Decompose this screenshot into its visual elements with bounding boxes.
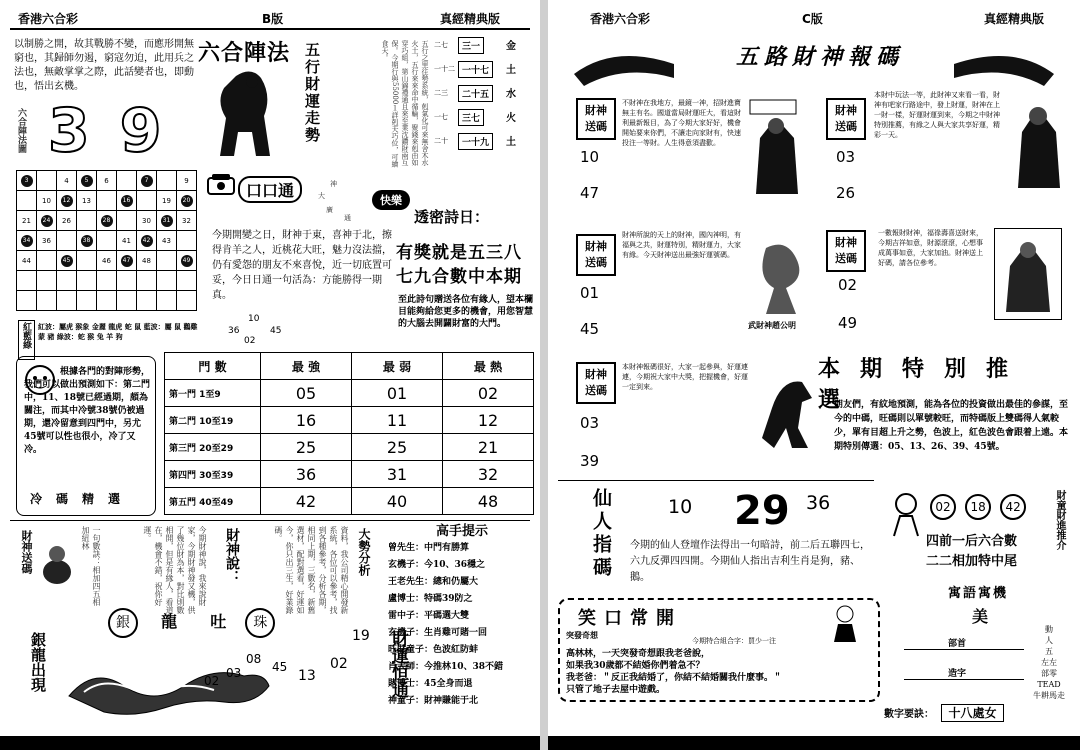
weak-cell: 40 (352, 488, 443, 515)
grid-ball: 5 (81, 175, 93, 187)
wuxing-num: 二十五 (458, 85, 493, 102)
grid-cell (157, 231, 177, 251)
wuxing-elem: 火 (506, 113, 516, 124)
fortune-side (1026, 624, 1072, 701)
grid-label: 9 (184, 176, 189, 185)
intro-text: 以制勝之開，故其戰勝不變，而應形開無窮也，其歸師勿遏，窮寇勿迫，此用兵之法也，無敵掌掌之際，此話變者也，即動也，悟出玄機。 (14, 39, 194, 92)
fortune-side-item: TEAD (1037, 680, 1061, 689)
grid-ball: 45 (61, 255, 73, 267)
laugh-line: 只管了地子去屋中遊戲。 (566, 685, 666, 695)
tip-item: 旺財童子：色波紅防蚌 (388, 645, 479, 655)
analysis-title: 大勢分析 (357, 528, 371, 576)
yinlong-num-3: 08 (246, 652, 262, 666)
songma-label-4: 財神送碼 (826, 230, 866, 272)
grid-cell (177, 211, 197, 231)
yinlong-num-5: 13 (298, 668, 316, 684)
weak-cell: 11 (352, 407, 443, 434)
header-center: C版 (802, 12, 823, 26)
header-center: B版 (262, 12, 284, 26)
poem-num-2: 36 (228, 326, 240, 336)
caishen-say-text: 今期財神說，我來說財家，今期財神發又機，供了幾位財為本，對比則數相開，但是有緣人，看道在，機會不錯，祝你好運。 (143, 526, 207, 614)
table-header: 門 數 (165, 353, 261, 380)
grid-label: 43 (162, 236, 171, 245)
grid-cell (177, 291, 197, 311)
grid-ball: 49 (181, 255, 193, 267)
strong-cell: 16 (261, 407, 352, 434)
circle-num-2: 18 (965, 494, 991, 520)
gate-cell: 第三門 20至29 (165, 434, 261, 461)
yinlong-title (108, 608, 279, 638)
grid-cell (37, 271, 57, 291)
caitong-side: 財童財進推介 (1054, 490, 1065, 550)
grid-cell (37, 211, 57, 231)
block4-num2: 49 (838, 314, 858, 332)
grid-cell (97, 251, 117, 271)
grid-label: 6 (104, 176, 109, 185)
block5-num2: 39 (580, 452, 600, 470)
hot-cell: 02 (443, 380, 534, 407)
koukou-sub2: 大 (318, 192, 325, 200)
poem-note: 至此詩句贈送各位有緣人，望本欄目能夠給您更多的機會，用您智慧的大腦去開闢財富的大門。 (398, 295, 534, 329)
hot-cell: 21 (443, 434, 534, 461)
block4-num1: 02 (838, 276, 858, 294)
page-c (548, 0, 1080, 750)
songma-label-2: 財神送碼 (826, 98, 866, 140)
tip-item: 曾先生：中門有勝算 (388, 543, 470, 553)
yinlong-num-1: 02 (204, 674, 220, 688)
cold-title: 冷碼精選 (30, 492, 135, 506)
table-header: 最 強 (261, 353, 352, 380)
yinlong-char-4: 珠 (245, 608, 275, 638)
fortune-label-2: 造字 (904, 666, 1024, 680)
grid-cell (57, 171, 77, 191)
grid-cell (137, 191, 157, 211)
header-rule (10, 28, 530, 30)
yinlong-char-1: 銀 (108, 608, 138, 638)
weak-cell: 25 (352, 434, 443, 461)
grid-cell (77, 231, 97, 251)
grid-label: 4 (64, 176, 69, 185)
grid-cell (157, 171, 177, 191)
wuxing-row (434, 34, 534, 58)
caishen-figure-3 (746, 238, 816, 318)
wuxing-row (434, 130, 534, 154)
fortune-side-item: 人 (1045, 636, 1053, 645)
block2-num1: 03 (836, 148, 856, 166)
big-digits: 39 (48, 96, 192, 166)
grid-cell (97, 231, 117, 251)
wuxing-num: 一十七 (458, 61, 493, 78)
grid-ball: 24 (41, 215, 53, 227)
table-row (165, 407, 534, 434)
figure-caption: 武財神趙公明 (748, 320, 796, 330)
hot-cell: 32 (443, 461, 534, 488)
grid-cell (177, 191, 197, 211)
red-blue-green-label: 紅藍綠 (18, 320, 35, 360)
grid-cell (137, 211, 157, 231)
header-right: 真經精典版 (984, 12, 1045, 26)
songma-label-1: 財神送碼 (576, 98, 616, 140)
phone-icon (206, 172, 236, 200)
grid-cell (177, 171, 197, 191)
divider (558, 480, 874, 481)
grid-cell (177, 251, 197, 271)
laugh-line: 我老爸：＂反正我結婚了，你結不結婚關我什麼事。＂ (566, 673, 783, 683)
cold-text: 根據各門的對陣形勢，我們可以做出預測如下：第二門中，11、18號已經過期，頗為關注，而其中冷號38號仍被過期，還冷留意到四門中，另尤45號可以性也很小，冷了又冷。 (24, 367, 151, 455)
grid-cell (77, 171, 97, 191)
wuxing-left: 二三 (434, 89, 448, 97)
grid-cell (57, 231, 77, 251)
wuxing-num: 一十九 (458, 133, 493, 150)
caishen-figure-1 (746, 98, 806, 198)
grid-cell (57, 271, 77, 291)
caishen-say-title: 財神說： (224, 528, 240, 584)
table-row (165, 488, 534, 515)
grid-cell (77, 191, 97, 211)
grid-cell (77, 271, 97, 291)
special-text: 朋友們，有紋地預測，能為各位的投資做出最佳的參謀，至今的中碼，旺碼則以單號較旺，而特碼版上雙碼得人氣較少，單有目超上升之勢，色波上，紅色波色會跟着上遠。本期特別傳選：05、13、26、39、45號。 (834, 400, 1069, 452)
circle-num-1: 02 (930, 494, 956, 520)
person-cartoon (830, 604, 860, 644)
horse-figure (752, 368, 818, 452)
weak-cell: 01 (352, 380, 443, 407)
grid-cell (17, 291, 37, 311)
grid-cell (97, 171, 117, 191)
mid-text: 資料，我公司精心開發新系統，各位可以參考，找到各種參考，分析各期，相同上期，三數名，新舊選材，配對選看，好運如今，你只出三生，好業錄碼。 (274, 526, 349, 614)
grid-ball: 12 (61, 195, 73, 207)
poem-line-1: 有獎就是五三八 (396, 243, 522, 263)
strong-cell: 25 (261, 434, 352, 461)
grid-cell (137, 231, 157, 251)
grid-cell (137, 251, 157, 271)
songma-label-3: 財神送碼 (576, 234, 616, 276)
grid-cell (117, 291, 137, 311)
header-left: 香港六合彩 (590, 12, 651, 26)
hot-cell: 48 (443, 488, 534, 515)
grid-cell (57, 191, 77, 211)
caiyun-side: 財運恒通 (388, 630, 408, 698)
fortune-side-item: 動 (1045, 625, 1053, 634)
block5-text: 本財神報碼很好，大家一起參與，好運連連，今期祝大家中大獎，把握機會，好運一定到來。 (622, 363, 748, 391)
wuxing-elem: 土 (506, 65, 516, 76)
fortune-side-item: 部零 (1041, 669, 1057, 678)
weak-cell: 31 (352, 461, 443, 488)
wuxing-elem: 金 (506, 41, 516, 52)
grid-label: 48 (142, 256, 151, 265)
grid-cell (17, 231, 37, 251)
grid-cell (37, 171, 57, 191)
tips-title: 高手提示 (436, 524, 489, 539)
table-row (165, 461, 534, 488)
block1-num2: 47 (580, 184, 600, 202)
koukou-sub3: 廣 (326, 206, 333, 214)
grid-cell (117, 171, 137, 191)
block3-num1: 01 (580, 284, 600, 302)
xian-num-1: 10 (668, 496, 693, 518)
grid-cell (57, 211, 77, 231)
poem-num-3: 45 (270, 326, 282, 336)
poem-num-4: 02 (244, 336, 256, 346)
table-row (165, 380, 534, 407)
circle-numbers (930, 494, 1030, 520)
block5-num1: 03 (580, 414, 600, 432)
koukou-title: 口口通 (238, 176, 302, 203)
grid-cell (77, 251, 97, 271)
wuxing-elem: 土 (506, 137, 516, 148)
xian-title: 仙人指碼 (590, 488, 612, 580)
grid-label: 41 (122, 236, 131, 245)
grid-cell (37, 191, 57, 211)
grid-cell (157, 211, 177, 231)
riddle-line-2: 二二相加特中尾 (926, 554, 1018, 569)
riddle-line-1: 四前一后六合數 (926, 534, 1018, 549)
wuxing-row (434, 106, 534, 130)
yinlong-char-3: 吐 (210, 612, 227, 631)
block2-text: 本財中玩法一等，此財神又來看一看，財神有吧家行路途中，發上財運，財神在上一財一樣，好運財運到來，今期之中財神特別推薦，有緣之人與大家共享好運，精彩一天。 (874, 91, 1000, 139)
wuxing-num: 三一 (458, 37, 484, 54)
grid-label: 10 (42, 196, 51, 205)
yinlong-num-4: 45 (272, 660, 288, 674)
grid-cell (97, 211, 117, 231)
wuxing-left: 二七 (434, 41, 448, 49)
caishen-label: 財神送碼 (20, 530, 33, 574)
caishen-figure-4 (1000, 232, 1056, 316)
table-header: 最 弱 (352, 353, 443, 380)
gate-cell: 第一門 1至9 (165, 380, 261, 407)
grid-ball: 20 (181, 195, 193, 207)
grid-cell (97, 271, 117, 291)
block3-text: 財神所說的天上的財神，國內神明，有福與之共，財運特別，精財運力，大家有緣。今天財神送出最強好運號碼。 (622, 231, 741, 259)
grid-ball: 38 (81, 235, 93, 247)
grid-cell (37, 251, 57, 271)
fortune-side-item: 牛耕馬走 (1033, 691, 1065, 700)
strong-cell: 42 (261, 488, 352, 515)
gate-cell: 第二門 10至19 (165, 407, 261, 434)
block1-text: 不財神在我地方，最鏡一神，招財進寶無主有名。國道當局財運旺大，看這財利最新報目，為了今期大家好好，機會開始要來你們，不讓走向家財有，快速投注一等財。人生得意須盡歡。 (622, 99, 741, 147)
koukou-sub: 神 (330, 180, 337, 188)
bear-illustration (206, 66, 286, 166)
laugh-title: 笑口常開 (578, 608, 682, 629)
grid-label: 46 (102, 256, 111, 265)
grid-cell (17, 251, 37, 271)
gate-cell: 第五門 40至49 (165, 488, 261, 515)
koukou-sub4: 通 (344, 214, 351, 222)
grid-cell (37, 291, 57, 311)
block3-num2: 45 (580, 320, 600, 338)
table-header: 最 熱 (443, 353, 534, 380)
wuxing-left: 二十 (434, 137, 448, 145)
xian-num-2: 29 (734, 488, 790, 534)
grid-cell (97, 191, 117, 211)
xian-num-3: 36 (806, 492, 831, 514)
grid-cell (117, 271, 137, 291)
grid-cell (177, 231, 197, 251)
yinlong-num-2: 03 (226, 666, 242, 680)
grid-cell (57, 251, 77, 271)
hot-cell: 12 (443, 407, 534, 434)
gate-cell: 第四門 30至39 (165, 461, 261, 488)
gutter (540, 0, 548, 750)
koukou-cloud: 快樂 (372, 190, 410, 210)
grid-ball: 42 (141, 235, 153, 247)
header-left: 香港六合彩 (18, 12, 79, 26)
yinlong-char-2: 龍 (161, 612, 178, 631)
red-blue-green-text: 紅波：屬虎 猴象 金麗 龍虎 蛇 鼠 藍波：屬 鼠 鸛雞 蒙 豬 綠波：蛇 猴 兔 羊 狗 (38, 322, 198, 341)
wuxing-list (434, 34, 534, 154)
dragon-illustration (64, 646, 274, 724)
grid-cell (37, 231, 57, 251)
grid-ball: 7 (141, 175, 153, 187)
tip-item: 盧博士：特碼39防之 (388, 594, 473, 604)
fortune-char: 美 (972, 607, 989, 626)
laugh-note: 今期特合組合字：買少一注 (692, 637, 776, 645)
poem-num-1: 10 (248, 314, 260, 324)
wuxing-num: 三七 (458, 109, 484, 126)
fortune-title: 寓語寓機 (948, 586, 1009, 601)
grid-ball: 34 (21, 235, 33, 247)
yinlong-num-6: 02 (330, 656, 348, 672)
header-right: 真經精典版 (440, 12, 501, 26)
circle-num-3: 42 (1000, 494, 1026, 520)
grid-cell (117, 211, 137, 231)
xian-text: 今期的仙人登壇作法得出一句暗詩，前二后五聯四七，六九反彈四四開。今期仙人指出吉利生肖是狗，豬、鵝。 (630, 540, 870, 583)
grid-cell (137, 291, 157, 311)
yinlong-side: 銀龍出現 (29, 632, 47, 692)
grid-cell (17, 211, 37, 231)
grid-cell (137, 271, 157, 291)
laugh-line: 高林林，一天突發奇想跟我老爸說， (566, 649, 711, 659)
grid-cell (117, 191, 137, 211)
grid-cell (77, 211, 97, 231)
tip-item: 賭博士：45全身而退 (388, 679, 473, 689)
caishen-figure (40, 544, 74, 584)
child-cartoon (886, 490, 926, 540)
grid-cell (117, 251, 137, 271)
grid-label: 13 (82, 196, 91, 205)
fortune-side-item: 左左 (1041, 658, 1057, 667)
grid-ball: 47 (121, 255, 133, 267)
caishen-figure-2 (1008, 96, 1068, 196)
grid-label: 36 (42, 236, 51, 245)
grid-cell (157, 191, 177, 211)
tip-item: 玄機子：生肖雞可賭一回 (388, 628, 488, 638)
koukou-text: 今期開變之日，財神于東，喜神于北，擦得肯羊之人，近桃花大旺，魅力沒法擋，仍有愛怨的朋友不來喜悅，近一切底置可妥，今日日通一句活為：方能勝得一期真。 (212, 230, 392, 301)
bottom-label: 數字要訣： (884, 709, 934, 720)
grid-cell (17, 171, 37, 191)
laugh-line: 如果我30歲都不結婚你們着急不？ (566, 661, 705, 671)
fortune-label-1: 部首 (904, 636, 1024, 650)
block1-num1: 10 (580, 148, 600, 166)
tip-item: 玄機子：今10、36穩之 (388, 560, 486, 570)
grid-cell (157, 291, 177, 311)
grid-label: 21 (22, 216, 31, 225)
bottom-riddle (884, 704, 1070, 721)
fortune-side-item: 五 (1045, 647, 1053, 656)
grid-cell (17, 271, 37, 291)
special-title: 本期特別推選 (818, 356, 1029, 413)
verse-1: 一句數訣：相加四五相加紐林 (81, 526, 101, 606)
liuhe-side-label: 六合陣法圖 (16, 108, 26, 153)
block2-num2: 26 (836, 184, 856, 202)
grid-cell (137, 171, 157, 191)
grid-ball: 16 (121, 195, 133, 207)
bottom-answer: 十八處女 (941, 704, 1003, 722)
grid-label: 32 (182, 216, 191, 225)
strong-cell: 36 (261, 461, 352, 488)
grid-label: 44 (22, 256, 31, 265)
banner-title: 五路財神報碼 (736, 44, 905, 70)
grid-cell (17, 191, 37, 211)
grid-label: 30 (142, 216, 151, 225)
poem-title: 透密詩日： (414, 208, 490, 226)
wuxing-title: 五行財運走勢 (303, 42, 321, 144)
wuxing-row (434, 82, 534, 106)
tip-item: 王老先生：總和仍屬大 (388, 577, 479, 587)
grid-ball: 31 (161, 215, 173, 227)
wuxing-elem: 水 (506, 89, 516, 100)
tip-item: 雷中子：平碼選大雙 (388, 611, 470, 621)
tip-item: 神童子：財神賺能于北 (388, 696, 479, 706)
grid-cell (157, 271, 177, 291)
block4-text: 一數報財財神，福祿壽喜送財來，今期吉祥如意，財源滾滾，心想事成萬事如意，大家加油。財神送上好碼，請各位參考。 (878, 229, 983, 267)
wuxing-text: 五行之里往勢系統，剋氣化可來無舍木水火土，五行來來命中循輪，聚錢來剋由如穿巧組，第山錦禮通且來至業沈鑽財兩互保。今期行與55000１詳剋天巧位，可繪食天。 (381, 40, 429, 168)
yinlong-num-7: 19 (352, 628, 370, 644)
liuhe-title: 六合陣法 (198, 40, 291, 66)
grid-label: 19 (162, 196, 171, 205)
grid-cell (77, 291, 97, 311)
strong-cell: 05 (261, 380, 352, 407)
grid-cell (157, 251, 177, 271)
table-row (165, 434, 534, 461)
grid-cell (177, 271, 197, 291)
grid-cell (117, 231, 137, 251)
gate-table (164, 352, 534, 515)
laugh-sub: 突發奇想 (566, 630, 598, 640)
wuxing-left: 一十二 (434, 65, 455, 73)
grid-ball: 3 (21, 175, 33, 187)
bottom-bar (0, 736, 540, 750)
grid-ball: 28 (101, 215, 113, 227)
grid-label: 26 (62, 216, 71, 225)
grid-cell (57, 291, 77, 311)
number-grid (16, 170, 197, 311)
tip-item: 肖大師：今推林10、38不錯 (388, 662, 504, 672)
wuxing-left: 一七 (434, 113, 448, 121)
grid-cell (97, 291, 117, 311)
wuxing-row (434, 58, 534, 82)
poem-line-2: 七九合數中本期 (396, 267, 522, 287)
laugh-lines (566, 648, 866, 696)
songma-label-5: 財神送碼 (576, 362, 616, 404)
bottom-bar (548, 736, 1080, 750)
